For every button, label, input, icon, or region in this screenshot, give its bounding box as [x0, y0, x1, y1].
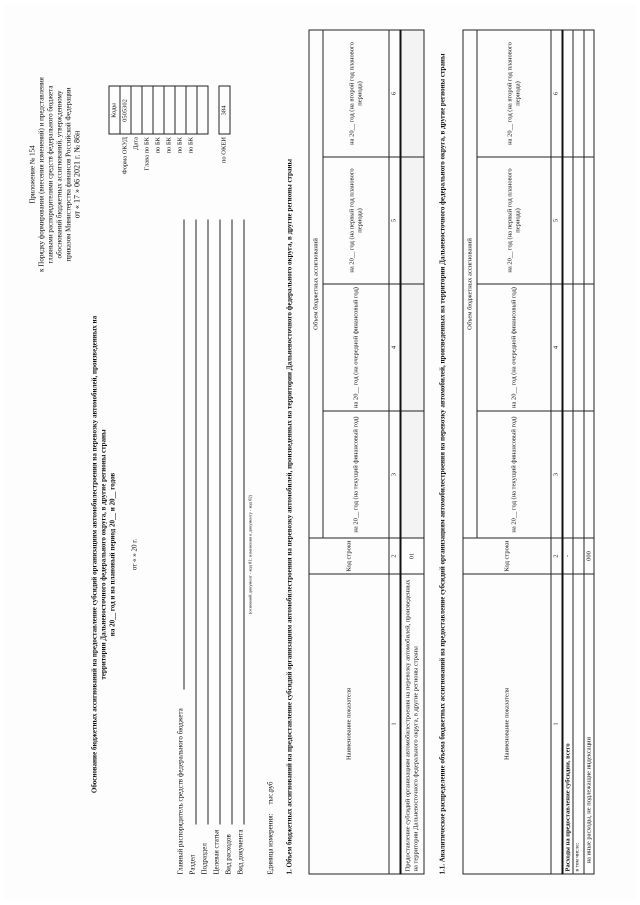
s1-col-code: Код строки [309, 538, 389, 574]
okei-label: по ОКЕИ [220, 137, 228, 164]
s11-row-2-code [573, 538, 584, 574]
grbs-label: Главный распорядитель средств федерального бюджета [176, 708, 185, 875]
s1-num-1: 1 [389, 574, 400, 874]
s11-col-y2: на 20__ год (на очередной финансовый год) [477, 284, 551, 411]
podrazdel-label: Подраздел [200, 843, 209, 875]
appendix-line-3: главными распорядителями средств федерального бюджета [46, 85, 55, 264]
razdel-code-cell [153, 87, 164, 135]
s1-num-5: 5 [389, 157, 400, 284]
codes-table [109, 86, 231, 205]
rotated-form-sheet [21, 20, 621, 885]
s11-row-1-y2 [562, 284, 573, 411]
s11-row-3-y4 [584, 30, 595, 157]
s11-col-name: Наименование показателя [463, 574, 551, 874]
appendix-order-date: от « 17 » 06 2021 г. № 86н [72, 130, 82, 219]
s11-num-1: 1 [551, 574, 562, 874]
unit-label: Единица измерения: [266, 813, 275, 875]
okud-label: Форма ОКУД [121, 137, 129, 175]
s11-row-2-y3 [573, 157, 584, 284]
unit-value: тыс.руб [266, 781, 275, 805]
vr-bk-label: по БК [187, 137, 195, 154]
glava-code-cell [142, 87, 153, 135]
s11-row-1-y4 [562, 30, 573, 157]
cst-code-cell [175, 87, 186, 135]
vd-underline [244, 220, 245, 825]
vr-underline [232, 220, 233, 825]
s1-col-name: Наименование показателя [309, 574, 389, 874]
s1-col-y4: на 20__ год (на второй год планового периода) [323, 30, 389, 157]
s11-row-1-name: Расходы на предоставление субсидии, всего [562, 574, 573, 874]
s1-num-6: 6 [389, 30, 400, 157]
section-1-heading: 1. Объем бюджетных ассигнований на предоставление субсидий организациям автомобилестроения на перевозку автомобилей, произведенных на территории Дальневосточного федерального округа, в другие регионы страны [285, 159, 294, 875]
s1-col-y2: на 20__ год (на очередной финансовый год) [323, 284, 389, 411]
s11-row-2-name: в том числе: [573, 574, 584, 874]
okud-value: 0505302 [120, 87, 131, 135]
s1-row-1-y3 [400, 157, 424, 284]
s11-col-y4: на 20__ год (на второй год планового периода) [477, 30, 551, 157]
s1-num-3: 3 [389, 411, 400, 538]
grbs-underline [184, 220, 185, 690]
s1-col-y3: на 20__ год (на первый год планового периода) [323, 157, 389, 284]
s11-num-2: 2 [551, 538, 562, 574]
s1-num-2: 2 [389, 538, 400, 574]
s1-row-1-y4 [400, 30, 424, 157]
razdel-underline [196, 220, 197, 825]
s11-row-2-y1 [573, 411, 584, 538]
s1-num-4: 4 [389, 284, 400, 411]
s11-row-3-name: на иные расходы, не подлежащие индексации [584, 574, 595, 874]
glava-label: Глава по БК [143, 137, 151, 171]
section-1-1-table [463, 30, 595, 875]
codes-header: Коды [109, 87, 120, 135]
section-1-1-heading: 1.1. Аналитическое распределение объема бюджетных ассигнований на предоставление субсидий организациям автомобилестроения на перевозку автомобилей, произведенных на территории Дальневосточного федерального округа, в другие регионы страны [438, 53, 447, 875]
date-label: Дата [132, 137, 140, 150]
appendix-line-4: обоснований бюджетных ассигнований, утвержденному [55, 90, 64, 259]
appendix-line-5: приказом Министерства финансов Российской Федерации [64, 87, 73, 262]
appendix-number: Приложение № 154 [28, 145, 37, 204]
vd-code-cell [197, 87, 208, 135]
s11-row-1-code: - [562, 538, 573, 574]
form-title-line-3: на 20__ год и на плановый период 20__ и 20__ годов [108, 472, 117, 637]
s11-col-code: Код строки [463, 538, 551, 574]
s1-row-1-y2 [400, 284, 424, 411]
form-date-line: от « » 20 г. [130, 538, 139, 571]
podrazdel-underline [208, 220, 209, 825]
s11-num-6: 6 [551, 30, 562, 157]
podrazdel-bk-label: по БК [165, 137, 173, 154]
s11-row-3-code: 000 [584, 538, 595, 574]
s1-row-1-code: 01 [400, 538, 424, 574]
podrazdel-code-cell [164, 87, 175, 135]
s11-row-2-y2 [573, 284, 584, 411]
s11-col-y1: на 20__ год (на текущий финансовый год) [477, 411, 551, 538]
section-1-table [309, 30, 425, 875]
okei-value: 384 [219, 87, 230, 135]
s11-row-1-y1 [562, 411, 573, 538]
cst-bk-label: по БК [176, 137, 184, 154]
form-title-line-1: Обоснование бюджетных ассигнований на предоставление субсидий организациям автомобилестроения на перевозку автомобилей, произведенных на [90, 315, 99, 794]
razdel-bk-label: по БК [154, 137, 162, 154]
s1-row-1-y1 [400, 411, 424, 538]
date-code-cell [131, 87, 142, 135]
s11-row-3-y1 [584, 411, 595, 538]
s11-row-2-y4 [573, 30, 584, 157]
s11-row-3-y2 [584, 284, 595, 411]
appendix-line-2: к Порядку формирования (внесения изменений) и представления [37, 77, 46, 272]
vd-label: Вид документа [236, 829, 245, 875]
s11-col-group: Объем бюджетных ассигнований [463, 30, 477, 538]
s11-row-1-y3 [562, 157, 573, 284]
razdel-label: Раздел [188, 854, 197, 875]
s1-row-1-name: Предоставление субсидий организациям автомобилестроения на перевозку автомобилей, произведенных на территории Дальневосточного федерального округа, в другие регионы страны [400, 574, 424, 874]
s1-col-group: Объем бюджетных ассигнований [309, 30, 323, 538]
cst-underline [220, 220, 221, 825]
vd-hint: (основной документ - код 01; изменения к документу - код 02) [247, 494, 253, 615]
s11-col-y3: на 20__ год (на первый год планового периода) [477, 157, 551, 284]
s11-row-3-y3 [584, 157, 595, 284]
vr-label: Вид расходов [224, 834, 233, 875]
cst-label: Целевая статья [212, 829, 221, 875]
s11-num-3: 3 [551, 411, 562, 538]
vr-code-cell [186, 87, 197, 135]
s11-num-4: 4 [551, 284, 562, 411]
s1-col-y1: на 20__ год (на текущий финансовый год) [323, 411, 389, 538]
s11-num-5: 5 [551, 157, 562, 284]
form-title-line-2: территории Дальневосточного федерального округа, в другие регионы страны [99, 429, 108, 680]
